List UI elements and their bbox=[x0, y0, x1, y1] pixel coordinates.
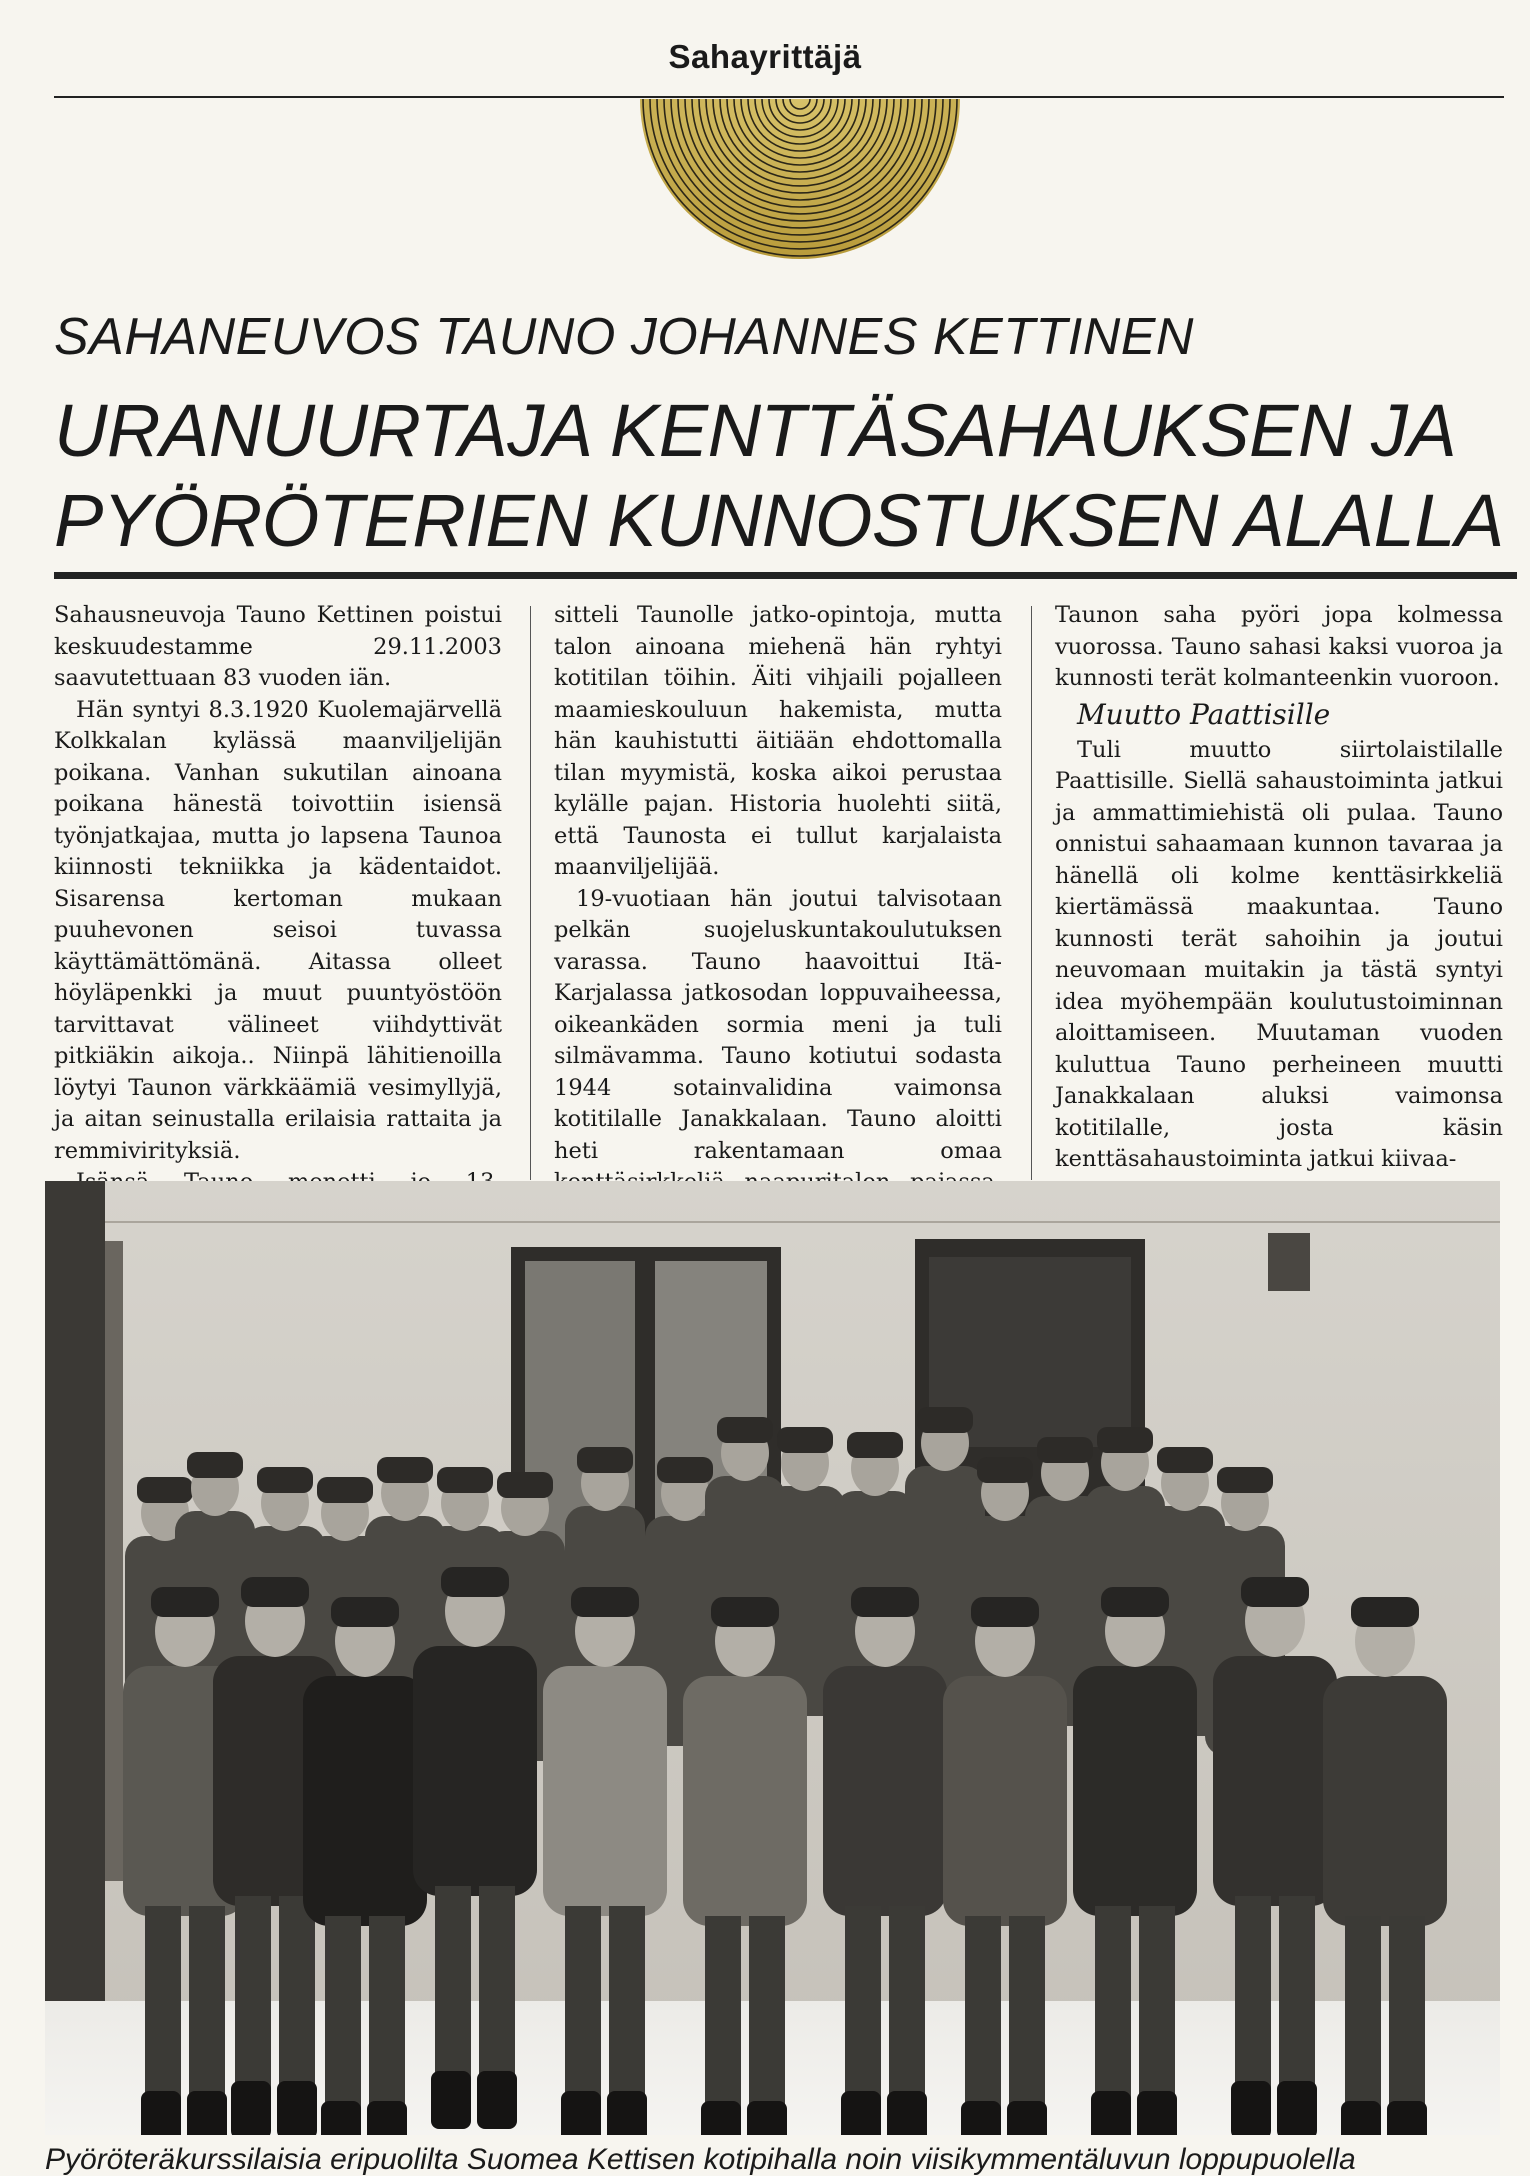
group-photo-illustration bbox=[45, 1181, 1500, 2135]
article-kicker: SAHANEUVOS TAUNO JOHANNES KETTINEN bbox=[54, 308, 1194, 366]
article-column-1 bbox=[54, 600, 502, 1262]
headline-line-2: PYÖRÖTERIEN KUNNOSTUKSEN ALALLA bbox=[54, 479, 1504, 562]
headline-line-1: URANUURTAJA KENTTÄSAHAUKSEN JA bbox=[54, 389, 1457, 472]
photo-caption: Pyöröteräkurssilaisia eripuolilta Suomea Kettisen kotipihalla noin viisikymmentäluvun loppupuolella bbox=[45, 2143, 1356, 2176]
paragraph: Tuli muutto siirtolaistilalle Paattisille. Siellä sahaustoiminta jatkui ja ammattimiehistä oli pulaa. Tauno onnistui sahaamaan kunnon tavaraa ja hänellä oli kolme kenttäsirkkeliä kiertämässä maakuntaa. Tauno kunnosti terät sahoihin ja joutui neuvomaan muitakin ja tästä syntyi idea myöhempään koulutustoiminnan aloittamiseen. Muutaman vuoden kuluttua Tauno perheineen muutti Janakkalaan aluksi vaimonsa kotitilalle, josta käsin kenttäsahaustoiminta jatkui kiivaa- bbox=[1055, 736, 1503, 1172]
headline-rule bbox=[54, 572, 1517, 579]
column-divider bbox=[530, 606, 531, 1180]
group-photo bbox=[45, 1181, 1500, 2135]
section-label: Sahayrittäjä bbox=[668, 38, 862, 75]
subheading: Muutto Paattisille bbox=[1077, 697, 1331, 731]
paragraph: 19-vuotiaan hän joutui talvisotaan pelkän suojeluskuntakoulutuksen varassa. Tauno haavoittui Itä-Karjalassa jatkosodan loppuvaiheessa, oikeankäden sormia meni ja tuli silmävamma. Tauno kotiutui sodasta 1944 sotainvalidina vaimonsa kotitilalle Janakkalaan. Tauno aloitti heti rakentamaan omaa bbox=[554, 885, 1002, 1164]
section-emblem-icon bbox=[640, 99, 960, 264]
article-headline bbox=[54, 386, 1524, 566]
paragraph: Taunon saha pyöri jopa kolmessa vuorossa. Tauno sahasi kaksi vuoroa ja kunnosti terät kolmanteenkin vuoroon. bbox=[1055, 602, 1503, 691]
article-column-2 bbox=[554, 600, 1002, 1262]
paragraph: Sahausneuvoja Tauno Kettinen poistui keskuudestamme 29.11.2003 saavutettuaan 83 vuoden iän. bbox=[54, 602, 502, 691]
section-rule bbox=[54, 96, 1504, 98]
paragraph: sitteli Taunolle jatko-opintoja, mutta talon ainoana miehenä hän ryhtyi kotitilan töihin. Äiti vihjaili pojalleen maamieskouluun hakemista, mutta hän kauhistutti äitiään ehdottomalla tilan myymistä, koska aikoi perustaa kylälle pajan. Historia huolehti siitä, että Taunosta ei tullut karjalaista maanviljelijää. bbox=[554, 602, 1002, 880]
article-column-3 bbox=[1055, 600, 1503, 1176]
paragraph: Hän syntyi 8.3.1920 Kuolemajärvellä Kolkkalan kylässä maanviljelijän poikana. Vanhan sukutilan ainoana poikana hänestä toivottiin isiensä työnjatkajaa, mutta jo lapsena Taunoa kiinnosti tekniikka ja kädentaidot. Sisarensa kertoman mukaan puuhevonen seisoi tuvassa käyttämättömänä. Aitassa olleet höyläpenkki ja muut puuntyöstöön tarvittavat välineet viihdyttivät pitkiäkin aikoja.. Niinpä lähitienoilla löytyi Taunon värkkäämiä vesimyllyjä, ja aitan seinustalla erilaisia rattaita ja remmivirityksiä. bbox=[54, 696, 502, 1164]
column-divider bbox=[1031, 606, 1032, 1180]
